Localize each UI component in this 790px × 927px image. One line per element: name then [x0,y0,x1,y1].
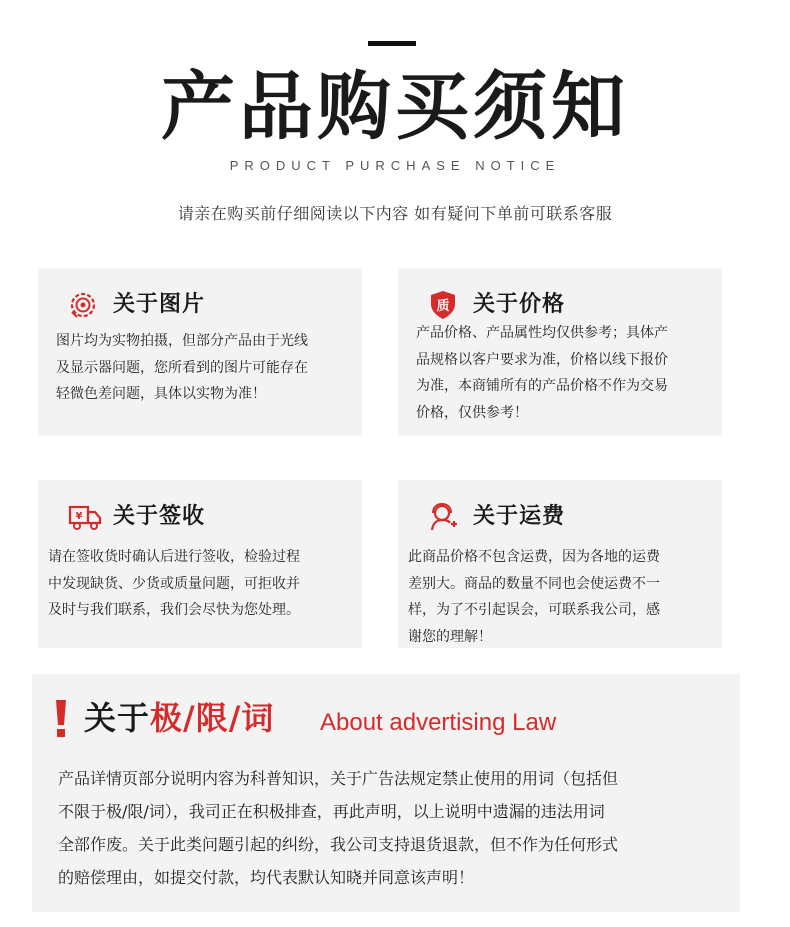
card-header [398,502,722,532]
card-line: 中发现缺货、少货或质量问题，可拒收并 [48,575,300,592]
page-subtitle: PRODUCT PURCHASE NOTICE [229,158,561,173]
card-about-pictures [38,268,362,436]
card-line: 价格，仅供参考！ [416,404,528,421]
law-line: 全部作废。关于此类问题引起的纠纷，我公司支持退货退款，但不作为任何形式 [58,835,619,854]
law-line: 产品详情页部分说明内容为科普知识，关于广告法规定禁止使用的用词（包括但 [58,769,619,788]
card-line: 及时与我们联系，我们会尽快为您处理。 [48,602,300,618]
svg-text:¥: ¥ [75,511,83,522]
gear-camera-icon [68,290,98,320]
advertising-law-section [32,674,740,912]
card-line: 样，为了不引起误会，可联系我公司，感 [408,602,660,618]
card-line: 品规格以客户要求为准，价格以线下报价 [416,351,668,368]
law-title [84,696,274,740]
card-title: 关于价格 [473,292,566,317]
card-body [408,544,708,650]
card-body [416,320,708,426]
card-line: 为准，本商铺所有的产品价格不作为交易 [416,378,668,394]
law-body [58,762,722,894]
card-title: 关于运费 [473,504,566,529]
intro-text: 请亲在购买前仔细阅读以下内容 如有疑问下单前可联系客服 [177,204,613,223]
card-body [56,328,348,408]
title-top-bar [368,41,416,46]
card-line: 图片均为实物拍摄，但部分产品由于光线 [56,333,308,349]
card-body [48,544,348,624]
card-header [38,290,362,320]
law-line: 不限于极/限/词），我司正在积极排查，再此声明，以上说明中遗漏的违法用词 [58,802,605,821]
service-person-icon [428,502,458,532]
card-line: 轻微色差问题，具体以实物为准！ [56,386,266,402]
card-line: 谢您的理解！ [408,628,492,645]
delivery-truck-icon [68,502,98,532]
card-title: 关于签收 [113,504,206,529]
card-header [398,290,722,320]
card-about-receipt [38,480,362,648]
card-line: 此商品价格不包含运费，因为各地的运费 [408,549,660,565]
card-about-price [398,268,722,436]
card-line: 请在签收货时确认后进行签收，检验过程 [48,549,300,565]
law-title-highlight: 极/限/词 [150,699,275,737]
svg-text:质: 质 [436,299,450,314]
card-header [38,502,362,532]
exclamation-icon [54,698,68,738]
card-about-shipping [398,480,722,648]
law-title-english: About advertising Law [320,709,557,736]
card-line: 及显示器问题，您所看到的图片可能存在 [56,359,308,376]
law-line: 的赔偿理由，如提交付款，均代表默认知晓并同意该声明！ [58,868,475,887]
card-line: 差别大。商品的数量不同也会使运费不一 [408,575,660,592]
card-line: 产品价格、产品属性均仅供参考；具体产 [416,325,668,341]
law-title-prefix: 关于 [84,699,151,737]
quality-shield-icon [428,290,458,320]
page-title: 产品购买须知 [161,64,629,150]
card-title: 关于图片 [113,292,206,317]
